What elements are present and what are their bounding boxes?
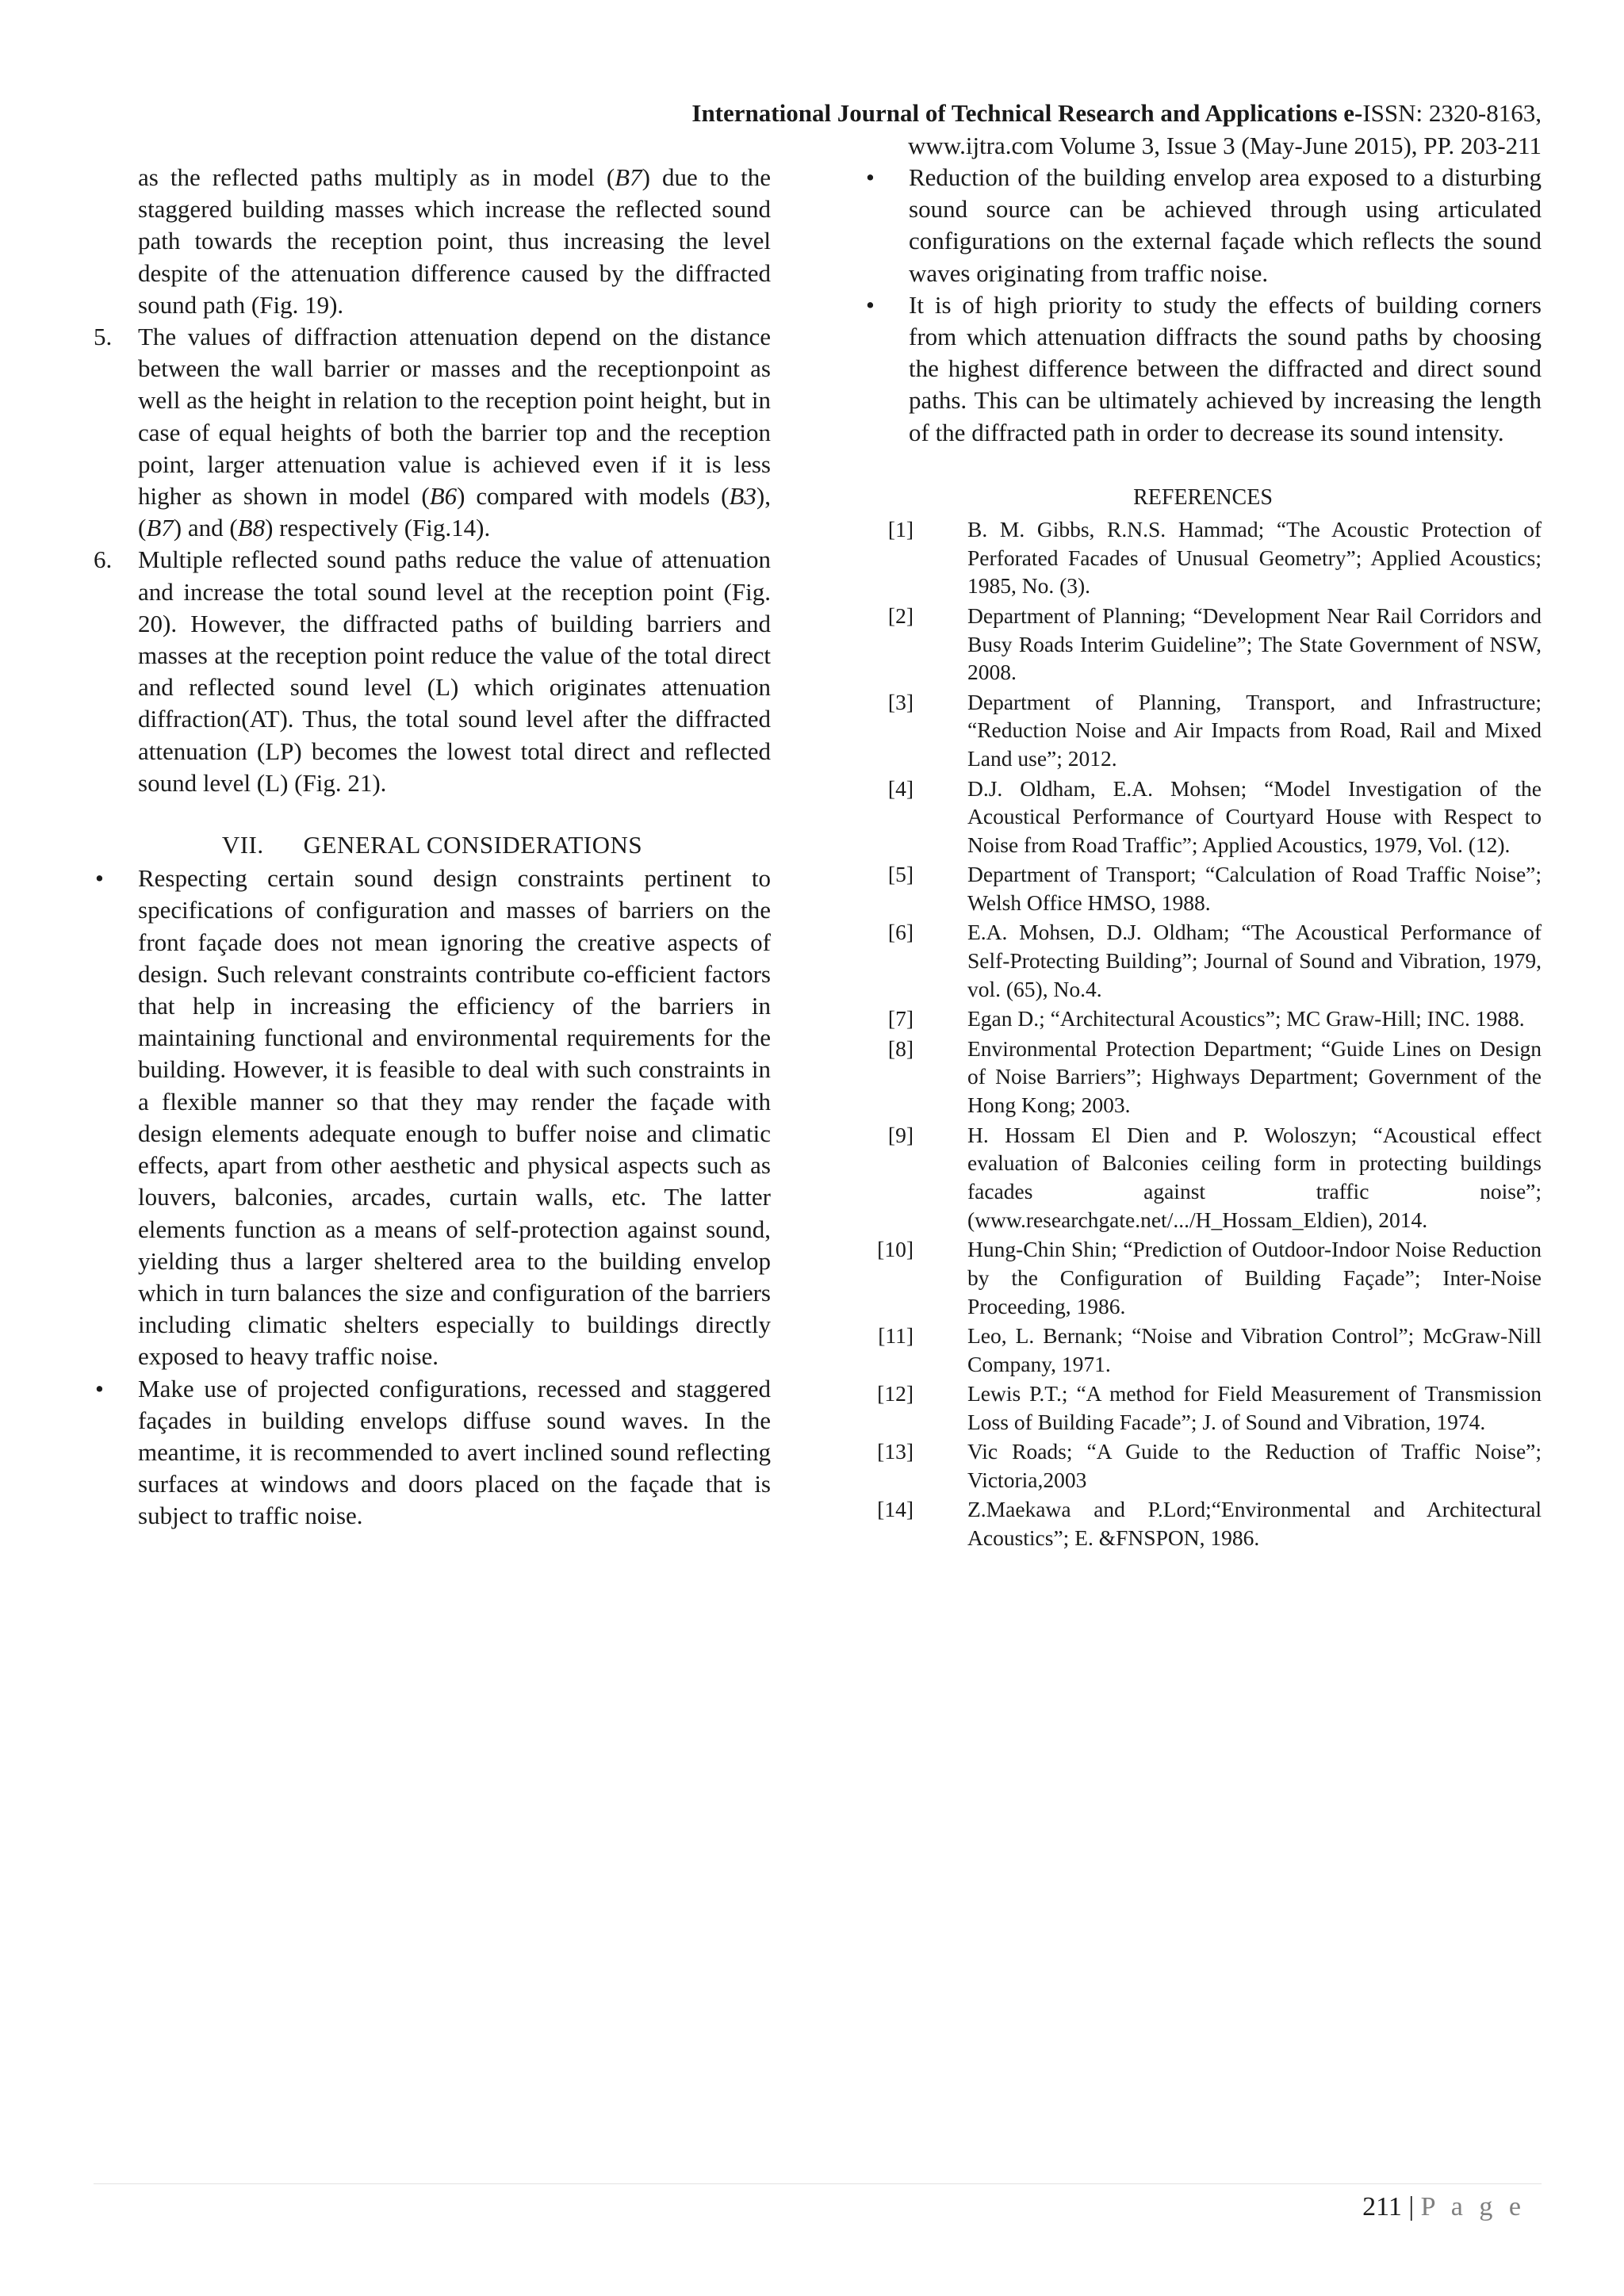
reference-number: [2] [887, 603, 914, 628]
footer-divider [94, 2183, 1542, 2184]
model-label: B7 [615, 163, 642, 191]
page-footer [1362, 2190, 1526, 2225]
reference-item [864, 1235, 1542, 1320]
bullet-icon: • [866, 290, 875, 319]
model-label: B6 [429, 482, 458, 511]
reference-text: Department of Planning, Transport, and Infrastructure; “Reduction Noise and Air Impacts from Road, Rail and Mixed Land use”; 2012. [967, 689, 1542, 771]
page-number: 211 [1362, 2192, 1402, 2221]
bullet-item [94, 863, 771, 1372]
reference-text: Department of Planning; “Development Near Rail Corridors and Busy Roads Interim Guideline”; The State Government of NSW, 2008. [967, 603, 1542, 685]
section-heading [94, 829, 771, 861]
footer-separator: | [1401, 2192, 1421, 2221]
bullet-item [94, 1373, 771, 1533]
reference-item [864, 860, 1542, 917]
reference-list [864, 515, 1542, 1552]
reference-number: [5] [887, 862, 914, 887]
reference-number: [1] [887, 516, 914, 541]
reference-text: E.A. Mohsen, D.J. Oldham; “The Acoustical Performance of Self-Protecting Building”; Journal of Sound and Vibration, 1979, vol. (65), No.4. [967, 920, 1542, 1002]
text-segment: ) compared with models ( [457, 482, 730, 511]
reference-text: H. Hossam El Dien and P. Woloszyn; “Acoustical effect evaluation of Balconies ceiling form in protecting buildings facades against traffic noise”; (www.researchgate.net/.../H_Hossam_Eldien), 2014. [967, 1122, 1542, 1232]
reference-item [864, 1495, 1542, 1552]
reference-item [864, 602, 1542, 687]
text-segment: ) respectively (Fig.14). [265, 514, 491, 542]
reference-item [864, 775, 1542, 859]
reference-number: [13] [877, 1439, 914, 1464]
model-label: B8 [237, 514, 266, 542]
reference-item [864, 515, 1542, 600]
left-column [94, 162, 771, 1533]
reference-text: Z.Maekawa and P.Lord;“Environmental and Architectural Acoustics”; E. &FNSPON, 1986. [967, 1497, 1542, 1551]
reference-number: [6] [887, 920, 914, 945]
right-bullet-list [864, 162, 1542, 449]
bullet-icon: • [95, 1374, 104, 1402]
reference-text: Vic Roads; “A Guide to the Reduction of Traffic Noise”; Victoria,2003 [967, 1439, 1542, 1493]
model-label: B3 [729, 482, 756, 511]
list-item-5 [94, 321, 771, 544]
reference-number: [9] [887, 1122, 914, 1147]
text-segment: as the reflected paths multiply as in model ( [138, 163, 615, 191]
header-issue-line: www.ijtra.com Volume 3, Issue 3 (May-June 2015), PP. 203-211 [907, 132, 1542, 159]
reference-item [864, 1121, 1542, 1234]
bullet-text: It is of high priority to study the effects of building corners from which attenuation diffracts the sound paths by choosing the highest difference between the diffracted and direct sound paths. This can be ultimately achieved by increasing the length of the diffracted path in order to decrease its sound intensity. [909, 290, 1542, 446]
reference-text: Leo, L. Bernank; “Noise and Vibration Control”; McGraw-Nill Company, 1971. [967, 1323, 1542, 1376]
reference-item [864, 1004, 1542, 1033]
right-column [864, 162, 1542, 1554]
section-title: GENERAL CONSIDERATIONS [303, 831, 643, 859]
running-header [691, 97, 1542, 162]
reference-number: [4] [887, 775, 914, 801]
reference-number: [14] [877, 1497, 914, 1522]
reference-number: [11] [878, 1323, 914, 1349]
reference-item [864, 1380, 1542, 1437]
text-segment: ) and ( [173, 514, 238, 542]
reference-text: B. M. Gibbs, R.N.S. Hammad; “The Acoustic Protection of Perforated Facades of Unusual Geometry”; Applied Acoustics; 1985, No. (3). [967, 516, 1542, 599]
bullet-text: Make use of projected configurations, recessed and staggered façades in building envelops diffuse sound waves. In the meantime, it is recommended to avert inclined sound reflecting surfaces at windows and doors placed on the façade that is subject to traffic noise. [138, 1374, 771, 1530]
section-number: VII. [221, 831, 264, 859]
reference-number: [7] [887, 1006, 914, 1031]
reference-item [864, 1322, 1542, 1379]
bullet-item [864, 289, 1542, 449]
reference-item [864, 1437, 1542, 1494]
reference-text: Hung-Chin Shin; “Prediction of Outdoor-Indoor Noise Reduction by the Configuration of Building Façade”; Inter-Noise Proceeding, 1986. [967, 1237, 1542, 1318]
bullet-item [864, 162, 1542, 289]
reference-text: Lewis P.T.; “A method for Field Measurement of Transmission Loss of Building Facade”; J. of Sound and Vibration, 1974. [967, 1381, 1542, 1435]
list-number: 5. [94, 323, 113, 351]
reference-item [864, 1035, 1542, 1119]
continued-paragraph [94, 162, 771, 321]
reference-text: D.J. Oldham, E.A. Mohsen; “Model Investigation of the Acoustical Performance of Courtyard House with Respect to Noise from Road Traffic”; Applied Acoustics, 1979, Vol. (12). [967, 775, 1542, 858]
text-segment: ), ( [138, 482, 771, 542]
text-segment: Multiple reflected sound paths reduce the value of attenuation and increase the total sound level at the reception point (Fig. 20). However, the diffracted paths of building barriers and masses at the reception point reduce the value of the total direct and reflected sound level (L) which originates attenuation diffraction(AT). Thus, the total sound level after the diffracted attenuation (LP) becomes the lowest total direct and reflected sound level (L) (Fig. 21). [138, 545, 771, 797]
reference-number: [12] [877, 1381, 914, 1406]
list-number: 6. [94, 545, 113, 574]
reference-number: [3] [887, 689, 914, 714]
reference-text: Egan D.; “Architectural Acoustics”; MC Graw-Hill; INC. 1988. [967, 1006, 1525, 1031]
bullet-text: Respecting certain sound design constraints pertinent to specifications of configuration and masses of barriers on the front façade does not mean ignoring the creative aspects of design. Such relevant constraints contribute co-efficient factors that help in increasing the efficiency of the barriers in maintaining functional and environmental requirements for the building. However, it is feasible to deal with such constraints in a flexible manner so that they may render the façade with design elements adequate enough to buffer noise and climatic effects, apart from other aesthetic and physical aspects such as louvers, balconies, arcades, curtain walls, etc. The latter elements function as a means of self-protection against sound, yielding thus a larger sheltered area to the building envelop which in turn balances the size and configuration of the barriers including climatic shelters especially to buildings directly exposed to heavy traffic noise. [138, 864, 771, 1371]
bullet-icon: • [95, 864, 104, 893]
text-segment: ) due to the staggered building masses which increase the reflected sound path towards the reception point, thus increasing the level despite of the attenuation difference caused by the diffracted sound path (Fig. 19). [138, 163, 771, 319]
bullet-icon: • [866, 163, 875, 191]
reference-number: [8] [887, 1035, 914, 1061]
model-label: B7 [146, 514, 174, 542]
left-bullet-list [94, 863, 771, 1532]
header-journal-line [691, 97, 1542, 129]
page-word: P a g e [1420, 2192, 1526, 2221]
journal-issn: ISSN: 2320-8163, [1362, 99, 1542, 127]
numbered-list [94, 321, 771, 799]
reference-item [864, 918, 1542, 1003]
bullet-text: Reduction of the building envelop area exposed to a disturbing sound source can be achieved through using articulated configurations on the external façade which reflects the sound waves originating from traffic noise. [909, 163, 1542, 287]
journal-name: International Journal of Technical Research and Applications e- [691, 99, 1363, 127]
reference-item [864, 688, 1542, 773]
text-segment: The values of diffraction attenuation depend on the distance between the wall barrier or masses and the receptionpoint as well as the height in relation to the reception point height, but in case of equal heights of both the barrier top and the reception point, larger attenuation value is achieved even if it is less higher as shown in model ( [138, 323, 771, 511]
reference-text: Environmental Protection Department; “Guide Lines on Design of Noise Barriers”; Highways Department; Government of the Hong Kong; 2003. [967, 1035, 1542, 1118]
references-heading: REFERENCES [1133, 484, 1273, 510]
list-item-6 [94, 544, 771, 799]
reference-text: Department of Transport; “Calculation of Road Traffic Noise”; Welsh Office HMSO, 1988. [967, 862, 1542, 916]
reference-number: [10] [877, 1237, 914, 1262]
